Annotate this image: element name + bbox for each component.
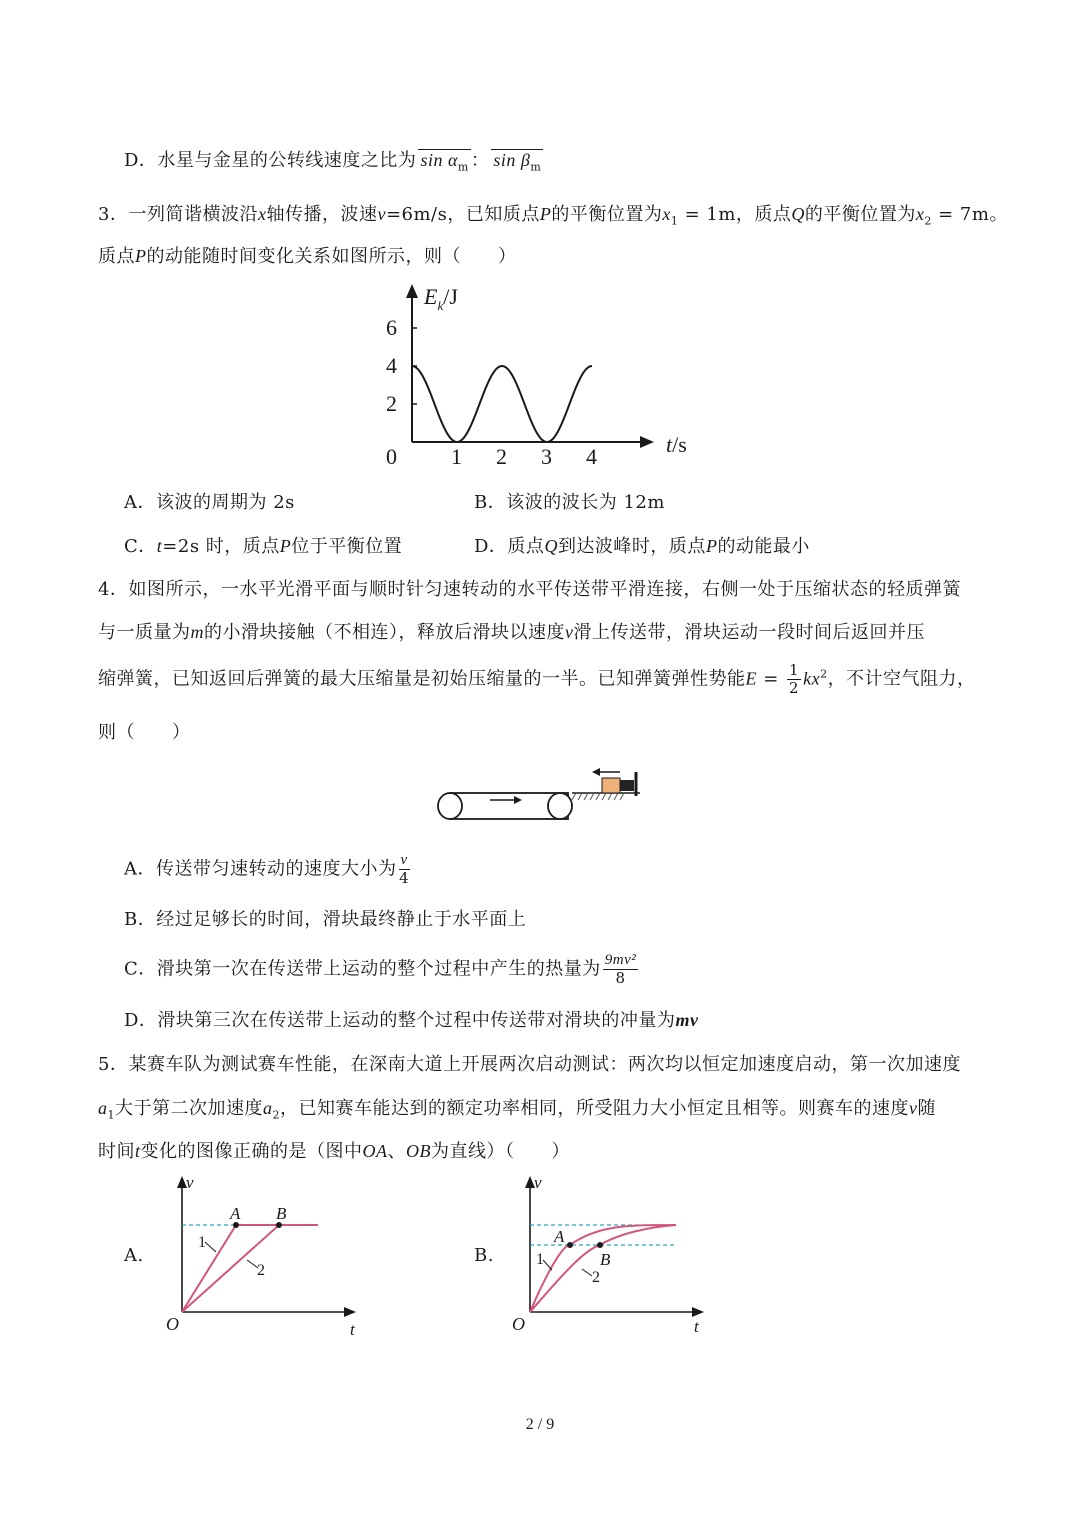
x-tick-0: 0 xyxy=(386,444,397,469)
x-tick-2: 2 xyxy=(496,444,507,469)
y-tick-6: 6 xyxy=(386,315,397,340)
svg-text:1: 1 xyxy=(198,1234,206,1251)
svg-text:O: O xyxy=(166,1314,179,1334)
q4-option-c: C．滑块第一次在传送带上运动的整个过程中产生的热量为 $\frac{\text{9mv²}}{8}$ xyxy=(124,952,637,987)
svg-text:v: v xyxy=(186,1173,194,1192)
q3-stem-line1: 3．一列简谐横波沿x轴传播，波速v=6m/s，已知质点P的平衡位置为$x_1 = 1m$，质点Q的平衡位置为$x_2 = 7m$。 xyxy=(98,204,1008,228)
q4-stem-line2: 与一质量为m的小滑块接触（不相连），释放后滑块以速度v滑上传送带，滑块运动一段时间后返回并压 xyxy=(98,622,925,643)
point-b xyxy=(597,1242,603,1248)
svg-text:A: A xyxy=(554,1227,565,1246)
conveyor-left-roller xyxy=(438,793,462,819)
q5-option-b-graph xyxy=(508,1170,718,1340)
chart-x-label: t/s xyxy=(666,432,687,457)
q4-stem-line4: 则（ ） xyxy=(98,722,191,743)
q5-option-b-label: B. xyxy=(474,1245,494,1266)
chart-ek-curve xyxy=(412,366,592,442)
q4-option-b: B．经过足够长的时间，滑块最终静止于水平面上 xyxy=(124,909,527,930)
q4-stem-line3: 缩弹簧，已知返回后弹簧的最大压缩量是初始压缩量的一半。已知弹簧弹性势能E = $\frac{1}{2}$ $kx^2$，不计空气阻力， xyxy=(98,661,976,697)
x-tick-4: 4 xyxy=(586,444,597,469)
svg-text:2: 2 xyxy=(257,1262,265,1279)
fraction-one-half: $\frac{1}{2}$ xyxy=(789,661,800,697)
x-tick-3: 3 xyxy=(541,444,552,469)
svg-text:B: B xyxy=(276,1204,287,1223)
svg-text:O: O xyxy=(512,1314,525,1334)
svg-text:1: 1 xyxy=(536,1251,544,1268)
q5-stem-line2: $a_1$大于第二次加速度$a_2$，已知赛车能达到的额定功率相同，所受阻力大小恒定且相等。则赛车的速度v随 xyxy=(98,1098,936,1122)
q3-option-d: D．质点Q到达波峰时，质点P的动能最小 xyxy=(474,536,810,557)
svg-text:B: B xyxy=(600,1250,611,1269)
sqrt-sin-beta: $\sin \beta_m$ xyxy=(493,150,542,174)
svg-text:v: v xyxy=(534,1173,542,1192)
fraction-9mv2-over-8: $\frac{\text{9mv²}}{8}$ xyxy=(604,952,637,987)
conveyor-right-roller xyxy=(548,793,572,819)
svg-text:A: A xyxy=(230,1204,241,1223)
q4-option-a: A．传送带匀速转动的速度大小为 $\frac{v}{4}$ xyxy=(124,852,410,887)
svg-text:2: 2 xyxy=(592,1269,600,1286)
x-tick-1: 1 xyxy=(451,444,462,469)
q3-option-a: A．该波的周期为 2s xyxy=(124,492,295,513)
ground-hatching xyxy=(572,793,624,800)
chart-y-label: $E_k/J$ xyxy=(424,284,458,313)
q5-stem-line3: 时间t变化的图像正确的是（图中OA、OB为直线）（ ） xyxy=(98,1141,571,1162)
q3-option-c: C．t=2s 时，质点P位于平衡位置 xyxy=(124,536,403,557)
q3-option-b: B．该波的波长为 12m xyxy=(474,492,665,513)
point-a xyxy=(567,1242,573,1248)
sqrt-sin-alpha: $\sin \alpha_m$ xyxy=(420,150,469,174)
slider-block xyxy=(602,778,620,793)
fraction-v-over-4: $\frac{v}{4}$ xyxy=(399,852,410,887)
y-tick-4: 4 xyxy=(386,353,397,378)
chart-y-arrow xyxy=(406,284,418,298)
q4-option-d: D．滑块第三次在传送带上运动的整个过程中传送带对滑块的冲量为mv xyxy=(124,1010,699,1031)
spring xyxy=(620,780,634,791)
svg-text:t: t xyxy=(350,1320,355,1339)
y-tick-2: 2 xyxy=(386,391,397,416)
chart-x-arrow xyxy=(640,436,654,448)
q4-conveyor-diagram xyxy=(430,760,650,826)
page-number: 2 / 9 xyxy=(525,1416,555,1433)
q3-stem-line2: 质点P的动能随时间变化关系如图所示，则（ ） xyxy=(98,246,517,267)
q5-option-a-label: A. xyxy=(124,1245,144,1266)
q5-stem-line1: 5．某赛车队为测试赛车性能，在深南大道上开展两次启动测试：两次均以恒定加速度启动，第一次加速度 xyxy=(98,1054,961,1075)
q3-ek-time-chart xyxy=(370,280,710,480)
q2-option-d: D．水星与金星的公转线速度之比为 $\sin \alpha_m$ ： $\sin \beta_m$ xyxy=(124,150,542,174)
svg-text:t: t xyxy=(694,1317,699,1336)
q4-stem-line1: 4．如图所示，一水平光滑平面与顺时针匀速转动的水平传送带平滑连接，右侧一处于压缩状态的轻质弹簧 xyxy=(98,579,961,600)
q5-option-a-graph xyxy=(160,1170,370,1340)
